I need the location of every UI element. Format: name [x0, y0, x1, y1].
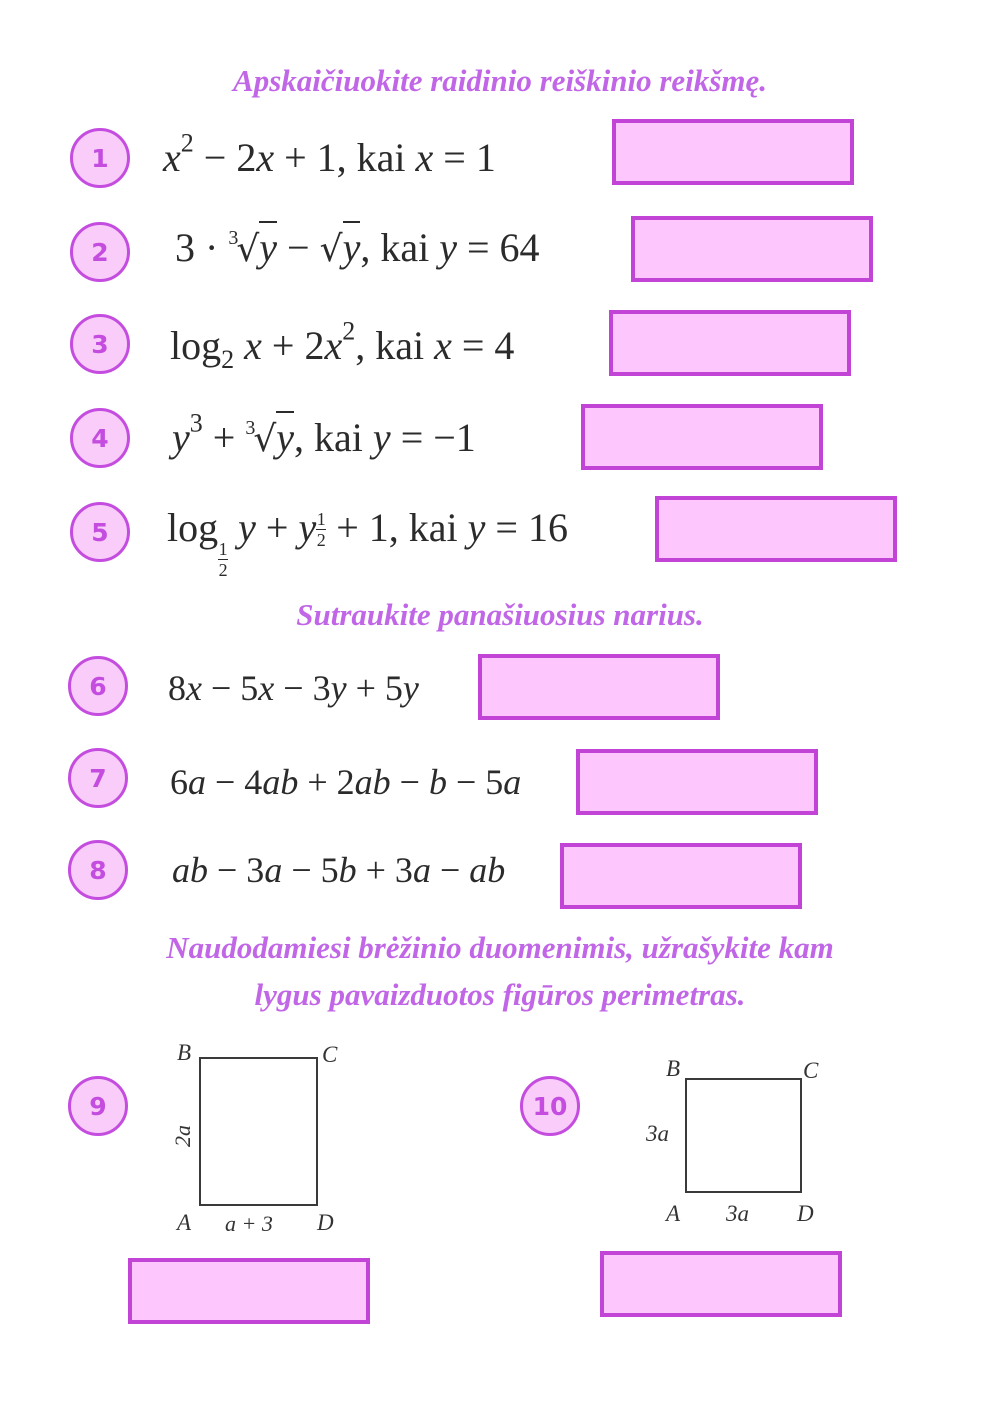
- task-number-3: 3: [70, 314, 130, 374]
- task-number-1: 1: [70, 128, 130, 188]
- answer-box-5[interactable]: [655, 496, 897, 562]
- expression-3: $\log_2 x + 2x^2$, kai x = 4: [170, 316, 515, 375]
- vertex-label-c: C: [803, 1058, 819, 1083]
- expression-2: 3 · $^3$√y − √y, kai y = 64: [175, 228, 540, 268]
- task-number-6: 6: [68, 656, 128, 716]
- side-label-ad: 3a: [726, 1201, 749, 1226]
- task-number-2: 2: [70, 222, 130, 282]
- section-heading-perimeter-line2: lygus pavaizduotos figūros perimetras.: [254, 977, 746, 1012]
- square-abcd: [686, 1079, 801, 1192]
- vertex-label-a: A: [177, 1210, 192, 1235]
- answer-box-4[interactable]: [581, 404, 823, 470]
- task-number-8: 8: [68, 840, 128, 900]
- answer-box-8[interactable]: [560, 843, 802, 909]
- expression-8: ab − 3a − 5b + 3a − ab: [172, 850, 506, 890]
- section-heading-perimeter-line1: Naudodamiesi brėžinio duomenimis, užrašykite kam: [166, 930, 834, 965]
- radical-sign-icon: √: [319, 229, 343, 270]
- answer-box-9[interactable]: [128, 1258, 370, 1324]
- task-number-9: 9: [68, 1076, 128, 1136]
- square-figure-10: [640, 1045, 840, 1235]
- vertex-label-b: B: [666, 1056, 681, 1081]
- radical-sign-icon: √: [253, 419, 277, 460]
- radical-sign-icon: √: [236, 229, 260, 270]
- exponent-fraction: $\frac{1}{2}$: [316, 508, 326, 550]
- expression-5: log $\frac{1}{2}$ y + y $\frac{1}{2}$ + 1, kai y = 16: [167, 505, 568, 581]
- side-label-ab: 2a: [170, 1125, 195, 1147]
- vertex-label-b: B: [177, 1040, 192, 1065]
- expression-6: 8x − 5x − 3y + 5y: [168, 668, 419, 708]
- answer-box-3[interactable]: [609, 310, 851, 376]
- vertex-label-d: D: [317, 1210, 334, 1235]
- vertex-label-a: A: [666, 1201, 681, 1226]
- expression-4: $y^3 + ^3√y$, kai y = −1: [172, 408, 476, 460]
- expression-7: 6a − 4ab + 2ab − b − 5a: [170, 762, 522, 802]
- answer-box-6[interactable]: [478, 654, 720, 720]
- side-label-ad: a + 3: [225, 1211, 273, 1236]
- task-number-4: 4: [70, 408, 130, 468]
- section-heading-combine: Sutraukite panašiuosius narius.: [296, 597, 704, 632]
- log-base-fraction: $\frac{1}{2}$: [218, 539, 228, 581]
- expression-1: $x^2 - 2x + 1$, kai x = 1: [163, 128, 496, 180]
- rectangle-figure-9: [160, 1035, 360, 1245]
- task-number-10: 10: [520, 1076, 580, 1136]
- side-label-ab: 3a: [646, 1121, 669, 1146]
- answer-box-7[interactable]: [576, 749, 818, 815]
- answer-box-2[interactable]: [631, 216, 873, 282]
- section-heading-evaluate: Apskaičiuokite raidinio reiškinio reikšmę.: [233, 63, 767, 98]
- vertex-label-c: C: [322, 1042, 338, 1067]
- vertex-label-d: D: [797, 1201, 814, 1226]
- answer-box-10[interactable]: [600, 1251, 842, 1317]
- rectangle-abcd: [200, 1058, 317, 1205]
- task-number-5: 5: [70, 502, 130, 562]
- task-number-7: 7: [68, 748, 128, 808]
- answer-box-1[interactable]: [612, 119, 854, 185]
